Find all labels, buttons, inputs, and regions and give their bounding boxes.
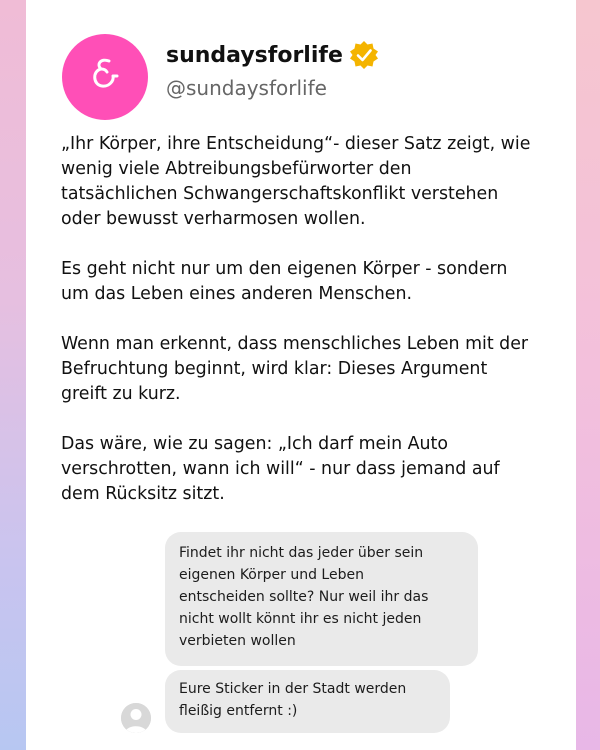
post-line: greift zu kurz. [61, 384, 181, 404]
message-bubble[interactable] [165, 532, 478, 666]
post-paragraph [61, 332, 561, 407]
post-line: Es geht nicht nur um den eigenen Körper - sondern [61, 259, 508, 279]
post-line: Das wäre, wie zu sagen: „Ich darf mein Auto [61, 434, 449, 454]
post-paragraph [61, 132, 561, 232]
profile-name-row[interactable] [166, 40, 379, 70]
message-line: Eure Sticker in der Stadt werden [179, 681, 407, 697]
message-line: fleißig entfernt :) [179, 703, 298, 719]
background-edge [576, 0, 600, 750]
default-user-avatar-icon [121, 703, 151, 733]
message-line: Findet ihr nicht das jeder über sein [179, 545, 424, 561]
message-line: eigenen Körper und Leben [179, 567, 364, 583]
post-line: tatsächlichen Schwangerschaftskonflikt verstehen [61, 184, 499, 204]
message-line: entscheiden sollte? Nur weil ihr das [179, 589, 429, 605]
post-line: dem Rücksitz sitzt. [61, 484, 225, 504]
post-line: Wenn man erkennt, dass menschliches Leben mit der [61, 334, 529, 354]
message-bubble[interactable] [165, 670, 450, 733]
post-line: oder bewusst verharmosen wollen. [61, 209, 366, 229]
profile-handle[interactable]: @sundaysforlife [166, 76, 327, 100]
post-line: Befruchtung beginnt, wird klar: Dieses Argument [61, 359, 488, 379]
post-line: um das Leben eines anderen Menschen. [61, 284, 413, 304]
profile-avatar[interactable] [62, 34, 148, 120]
post-text [61, 132, 561, 532]
post-line: „Ihr Körper, ihre Entscheidung“- dieser Satz zeigt, wie [61, 134, 531, 154]
post-paragraph [61, 432, 561, 507]
ampersand-logo-icon [88, 55, 122, 99]
sender-avatar[interactable] [121, 703, 151, 733]
post-card [26, 0, 576, 750]
message-line: nicht wollt könnt ihr es nicht jeden [179, 611, 422, 627]
post-paragraph [61, 257, 561, 307]
post-line: wenig viele Abtreibungsbefürworter den [61, 159, 412, 179]
verified-badge-icon [349, 40, 379, 70]
profile-name[interactable]: sundaysforlife [166, 42, 343, 68]
message-line: verbieten wollen [179, 633, 296, 649]
post-line: verschrotten, wann ich will“ - nur dass jemand auf [61, 459, 500, 479]
